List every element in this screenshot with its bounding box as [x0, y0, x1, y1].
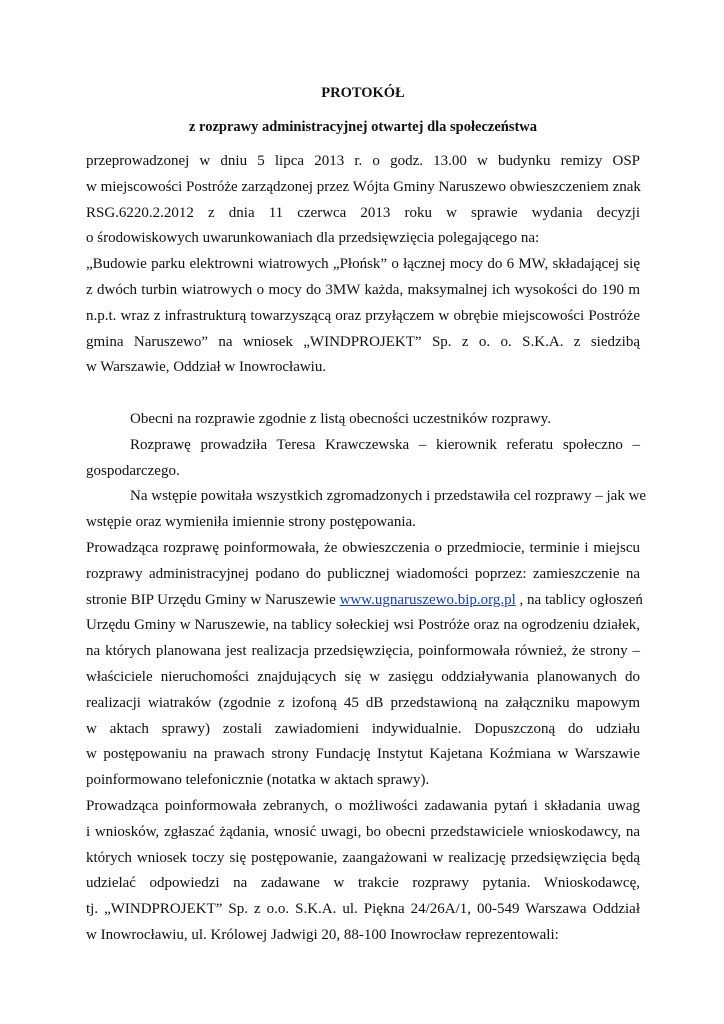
text-line: udzielać odpowiedzi na zadawane w trakcie rozprawy pytania. Wnioskodawcę,	[86, 875, 640, 892]
announcement-paragraph	[86, 536, 643, 794]
text-line: w aktach sprawy) zostali zawiadomieni indywidualnie. Dopuszczoną do udziału	[86, 720, 640, 737]
text-line: poinformowano telefonicznie (notatka w aktach sprawy).	[86, 772, 430, 789]
text-line: w Warszawie, Oddział w Inowrocławiu.	[86, 359, 327, 376]
text-line: właściciele nieruchomości znajdujących się w zasięgu oddziaływania planowanych do	[86, 668, 640, 685]
opening-line: Na wstępie powitała wszystkich zgromadzonych i przedstawiła cel rozprawy – jak we	[130, 488, 647, 505]
text-line: Prowadząca rozprawę poinformowała, że obwieszczenia o przedmiocie, terminie i miejscu	[86, 539, 640, 556]
intro-paragraph	[86, 149, 640, 381]
page-title: PROTOKÓŁ	[321, 85, 405, 101]
bip-link[interactable]: www.ugnaruszewo.bip.org.pl	[339, 591, 516, 608]
text-line: i wniosków, zgłaszać żądania, wnosić uwagi, bo obecni przedstawiciele wnioskodawcy, na	[86, 823, 640, 840]
text-line: „Budowie parku elektrowni wiatrowych „Płońsk” o łącznej mocy do 6 MW, składającej się	[86, 256, 640, 273]
attendance-line: Obecni na rozprawie zgodnie z listą obecności uczestników rozprawy.	[130, 410, 551, 427]
text-line: RSG.6220.2.2012 z dnia 11 czerwca 2013 roku w sprawie wydania decyzji	[86, 204, 640, 221]
text-line: rozprawy administracyjnej podano do publicznej wiadomości poprzez: zamieszczenie na	[86, 565, 640, 582]
text-line: o środowiskowych uwarunkowaniach dla przedsięwzięcia polegającego na:	[86, 230, 540, 247]
document-page	[86, 84, 647, 949]
text-line	[86, 588, 643, 614]
text-line: gmina Naruszewo” na wniosek „WINDPROJEKT” Sp. z o. o. S.K.A. z siedzibą	[86, 333, 640, 350]
text-line: realizacji wiatraków (zgodnie z izofoną 45 dB przedstawioną na załączniku mapowym	[86, 694, 640, 711]
page-subtitle: z rozprawy administracyjnej otwartej dla społeczeństwa	[188, 119, 538, 135]
text-line: przeprowadzonej w dniu 5 lipca 2013 r. o godz. 13.00 w budynku remizy OSP	[86, 153, 640, 169]
text-line: Prowadząca poinformowała zebranych, o możliwości zadawania pytań i składania uwag	[86, 797, 640, 814]
chair-line: Rozprawę prowadziła Teresa Krawczewska – kierownik referatu społeczno –	[130, 436, 640, 453]
questions-paragraph	[86, 794, 640, 949]
text-line: z dwóch turbin wiatrowych o mocy do 3MW każda, maksymalnej ich wysokości do 190 m	[86, 281, 640, 298]
text-line: w Inowrocławiu, ul. Królowej Jadwigi 20, 88-100 Inowrocław reprezentowali:	[86, 926, 559, 943]
text-fragment: stronie BIP Urzędu Gminy w Naruszewie	[86, 591, 340, 608]
paragraph-gap	[86, 381, 640, 407]
chair-line: gospodarczego.	[86, 462, 180, 479]
text-fragment: , na tablicy ogłoszeń	[515, 591, 643, 608]
text-line: na których planowana jest realizacja przedsięwzięcia, poinformowała również, że strony –	[86, 643, 640, 660]
text-line: w postępowaniu na prawach strony Fundację Instytut Kajetana Koźmiana w Warszawie	[86, 746, 640, 763]
text-line: n.p.t. wraz z infrastrukturą towarzyszącą oraz przyłączem w obrębie miejscowości Postróże	[86, 307, 640, 324]
opening-line: wstępie oraz wymieniła imiennie strony postępowania.	[86, 514, 416, 531]
text-line: Urzędu Gminy w Naruszewie, na tablicy sołeckiej wsi Postróże oraz na ogrodzeniu działek,	[86, 617, 640, 634]
text-line: w miejscowości Postróże zarządzonej przez Wójta Gminy Naruszewo obwieszczeniem znak	[86, 178, 641, 195]
text-line: tj. „WINDPROJEKT” Sp. z o.o. S.K.A. ul. Piękna 24/26A/1, 00-549 Warszawa Oddział	[86, 901, 640, 918]
text-line: których wniosek toczy się postępowanie, zaangażowani w realizację przedsięwzięcia będą	[86, 849, 640, 866]
